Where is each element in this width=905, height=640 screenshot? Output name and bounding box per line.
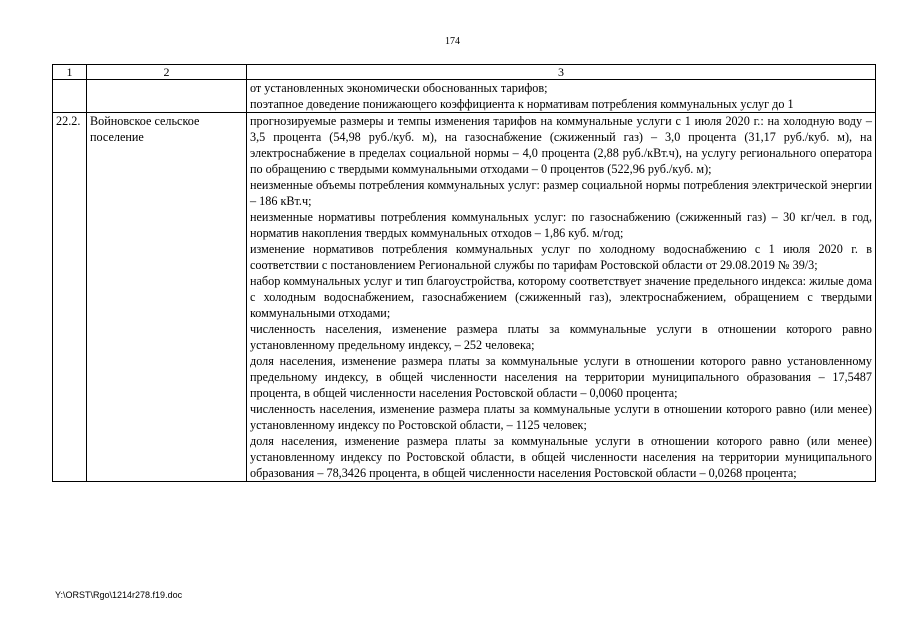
paragraph: набор коммунальных услуг и тип благоустройства, которому соответствует значение предельного индекса: жилые дома с холодным водоснабжением, газоснабжением (сжиженный газ), электроснабжением, обращением с твердыми коммунальными отходами; (250, 274, 872, 320)
row-number: 22.2. (53, 113, 87, 482)
table-header-row (53, 65, 876, 80)
document-table (52, 64, 876, 482)
column-header-3: 3 (247, 65, 876, 80)
paragraph: неизменные нормативы потребления коммунальных услуг: по газоснабжению (сжиженный газ) – 30 кг/чел. в год, норматив накопления твердых коммунальных отходов – 1,86 куб. м/год; (250, 210, 872, 240)
paragraph: доля населения, изменение размера платы за коммунальные услуги в отношении которого равно установленному предельному индексу, в общей численности населения на территории муниципального образования – 17,5487 процента, в общей численности населения Ростовской области – 0,0060 процента; (250, 354, 872, 400)
cell-continuation-content (247, 80, 876, 113)
cell-empty-name (87, 80, 247, 113)
table-row (53, 113, 876, 482)
paragraph: неизменные объемы потребления коммунальных услуг: размер социальной нормы потребления электрической энергии – 186 кВт.ч; (250, 178, 872, 208)
paragraph: численность населения, изменение размера платы за коммунальные услуги в отношении которого равно (или менее) установленному индексу по Ростовской области, – 1125 человек; (250, 402, 872, 432)
paragraph: прогнозируемые размеры и темпы изменения тарифов на коммунальные услуги с 1 июля 2020 г.: на холодную воду – 3,5 процента (54,98 руб./куб. м), на газоснабжение (сжиженный газ) – 3,0 процента (31,17 руб./куб. м), на электроснабжение в пределах социальной нормы – 4,0 процента (2,88 руб./кВт.ч), на услугу регионального оператора по обращению с твердыми коммунальными отходами – 0 процентов (522,96 руб./куб. м); (250, 114, 872, 176)
cell-empty-number (53, 80, 87, 113)
page-number: 174 (445, 36, 460, 47)
paragraph: поэтапное доведение понижающего коэффициента к нормативам потребления коммунальных услуг до 1 (250, 97, 794, 111)
column-header-2: 2 (87, 65, 247, 80)
paragraph: численность населения, изменение размера платы за коммунальные услуги в отношении которого равно установленному предельному индексу, – 252 человека; (250, 322, 872, 352)
column-header-1: 1 (53, 65, 87, 80)
municipality-name: Войновское сельское поселение (87, 113, 247, 482)
paragraph: от установленных экономически обоснованных тарифов; (250, 81, 548, 95)
paragraph: доля населения, изменение размера платы за коммунальные услуги в отношении которого равно (или менее) установленному индексу по Ростовской области, в общей численности населения на территории муниципального образования – 78,3426 процента, в общей численности населения Ростовской области – 0,0268 процента; (250, 434, 872, 480)
row-content (247, 113, 876, 482)
file-path-footer: Y:\ORST\Rgo\1214r278.f19.doc (55, 590, 183, 600)
paragraph: изменение нормативов потребления коммунальных услуг по холодному водоснабжению с 1 июля 2020 г. в соответствии с постановлением Региональной службы по тарифам Ростовской области от 29.08.2019 № 39/3; (250, 242, 872, 272)
table-row-continuation (53, 80, 876, 113)
